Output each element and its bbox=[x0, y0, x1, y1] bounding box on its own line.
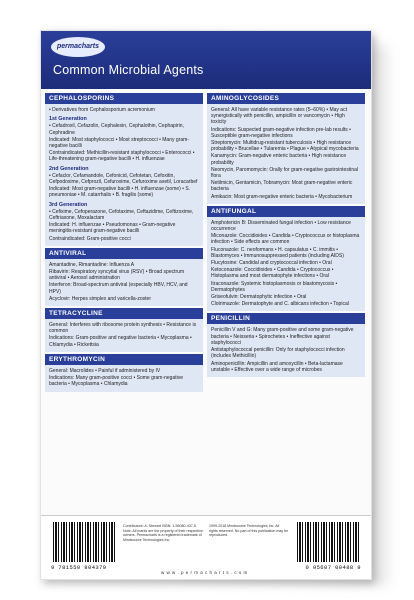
contributor-fine-print: Contributors: A. Stewart ISBN: 1-55080-437-5 Note: All marks are the property of their respective owners. Permacharts is a registered trademark of Mindsource Technologies Inc. bbox=[123, 524, 203, 542]
drug-entry: Griseofulvin: Dermatophytic infection • Oral bbox=[211, 294, 307, 301]
section-heading: PENICILLIN bbox=[207, 313, 365, 324]
section-body bbox=[207, 217, 365, 312]
drug-entry: • Cefadroxil, Cefazolin, Cephalexin, Cephalothin, Cephapirin, Cephradine bbox=[49, 123, 184, 136]
drug-entry: Indicated: Most staphylococci • Most streptococci • Many gram-negative bacilli bbox=[49, 136, 189, 150]
section-heading: CEPHALOSPORINS bbox=[45, 93, 203, 104]
drug-entry: Acyclovir: Herpes simplex and varicella-zoster bbox=[49, 295, 151, 302]
section-body bbox=[45, 104, 203, 246]
copyright-fine-print: 1999-2018 Mindsource Technologies Inc. All rights reserved. No part of this publication may be reproduced. bbox=[209, 524, 289, 538]
content-columns bbox=[45, 91, 367, 511]
reference-chart-sheet bbox=[40, 30, 372, 580]
drug-entry: Kanamycin: Gram-negative enteric bacteria • High resistance probability bbox=[211, 153, 347, 166]
drug-entry: • Cefixime, Cefoperazone, Cefotaxime, Ceftazidime, Ceftizoxime, Ceftriaxone, Moxalactam bbox=[49, 208, 194, 222]
right-column bbox=[207, 91, 365, 377]
section-heading: AMINOGLYCOSIDES bbox=[207, 93, 365, 104]
drug-entry: Contraindicated: Gram-positive cocci bbox=[49, 235, 131, 242]
drug-entry: General: Interferes with ribosome protein synthesis • Resistance is common bbox=[49, 322, 197, 335]
generation-subheading: 1st Generation bbox=[49, 116, 87, 123]
generation-subheading: 3rd Generation bbox=[49, 201, 88, 208]
section-tetracycline bbox=[45, 308, 203, 352]
drug-entry: Interferon: Broad-spectrum antiviral (especially HBV, HCV, and HPV) bbox=[49, 282, 188, 295]
drug-entry: Indications: Many gram-positive cocci • Some gram-negative bacteria • Mycoplasma • Chlamydia bbox=[49, 375, 184, 388]
drug-entry: Indicated: H. influenzae • Pseudomonas • Gram-negative meningitis-resistant gram-negative bacilli bbox=[49, 222, 176, 235]
drug-entry: Ketoconazole: Coccidioides • Candida • Cryptococcus • Histoplasma and most dermatophyte infections • Oral bbox=[211, 267, 334, 280]
drug-entry: Antistaphylococcal penicillin: Only for staphylococci infection (includes Methicillin) bbox=[211, 347, 345, 360]
drug-entry: • Cefaclor, Cefamandole, Cefonicid, Cefotetan, Cefoxitin, Cefpodoxime, Cefprozil, Cefuroxime, Cefuroxime axetil, Loracarbef bbox=[49, 172, 198, 186]
drug-entry: Streptomycin: Multidrug-resistant tuberculosis • High resistance probability • Brucellae • Tularemia • Plague • Atypical mycobacteria bbox=[211, 140, 359, 153]
section-erythromycin bbox=[45, 354, 203, 392]
drug-entry: Penicillin V and G: Many gram-positive and some gram-negative bacteria • Neisseria • Spirochetes • Ineffective against staphylococci bbox=[211, 327, 354, 346]
left-column bbox=[45, 91, 203, 392]
drug-entry: Ribavirin: Respiratory syncytial virus (RSV) • Broad spectrum antiviral • Aerosol administration bbox=[49, 269, 185, 282]
drug-entry: Amphotericin B: Disseminated fungal infection • Low resistance occurrence bbox=[211, 219, 351, 233]
drug-entry: Flucytosine: Candidal and cryptococcal infection • Oral bbox=[211, 260, 332, 267]
upc-barcode-number: 0 95607 00488 9 bbox=[305, 564, 361, 571]
drug-entry: Clotrimazole: Dermatophyte and C. albicans infection • Topical bbox=[211, 301, 349, 308]
drug-entry: General: Macrolides • Painful if administered by IV bbox=[49, 367, 161, 374]
section-body bbox=[207, 104, 365, 204]
isbn-barcode-number: 9 781550 804379 bbox=[51, 564, 107, 571]
section-heading: TETRACYCLINE bbox=[45, 308, 203, 319]
section-heading: ANTIVIRAL bbox=[45, 248, 203, 259]
sheet-footer bbox=[41, 515, 371, 580]
section-body bbox=[207, 324, 365, 376]
drug-entry: Neomycin, Paromomycin: Orally for gram-negative gastrointestinal flora bbox=[211, 166, 358, 180]
drug-entry: Indications: Gram-positive and negative bacteria • Mycoplasma • Chlamydia • Rickettsia bbox=[49, 335, 192, 348]
drug-entry: Amikacin: Most gram-negative enteric bacteria • Mycobacterium bbox=[211, 193, 353, 200]
section-heading: ANTIFUNGAL bbox=[207, 206, 365, 217]
section-body bbox=[45, 259, 203, 306]
drug-entry: Indicated: Most gram-negative bacilli • H. influenzae (some) • S. pneumoniae • M. catarrhalis • B. fragilis (some) bbox=[49, 186, 191, 199]
generation-subheading: 2nd Generation bbox=[49, 165, 89, 172]
section-heading: ERYTHROMYCIN bbox=[45, 354, 203, 365]
section-aminoglycosides bbox=[207, 93, 365, 204]
page-title: Common Microbial Agents bbox=[53, 63, 204, 77]
section-body bbox=[45, 319, 203, 352]
section-penicillin bbox=[207, 313, 365, 376]
drug-entry: Aminopenicillin: Ampicillin and amoxycillin • Beta-lactamase unstable • Effective over a wide range of microbes bbox=[211, 360, 343, 373]
drug-entry: Miconazole: Coccidioides • Candida • Cryptococcus or histoplasma infection • Side effects are common bbox=[211, 233, 360, 246]
drug-entry: Contraindicated: Methicillin-resistant staphylococci • Enterococci • Life-threatening gram-negative bacilli • H. influenzae bbox=[49, 150, 195, 163]
section-antiviral bbox=[45, 248, 203, 306]
drug-entry: Indications: Suspected gram-negative infection pre-lab results • Susceptible gram-negative infections bbox=[211, 126, 351, 139]
section-antifungal bbox=[207, 206, 365, 312]
drug-entry: General: All have variable resistance rates (5–60%) • May act synergistically with penicillin, ampicillin or vancomycin • High toxicity bbox=[211, 107, 347, 126]
drug-entry: Amantadine, Rimantadine: Influenza A bbox=[49, 261, 135, 268]
sheet-header bbox=[41, 31, 371, 89]
website-url: w w w . p e r m a c h a r t s . c o m bbox=[161, 570, 248, 575]
drug-entry: Fluconazole: C. neoformans • H. capsulatus • C. immitis • Blastomyces • Immunosuppressed patients (including AIDS) bbox=[211, 246, 344, 259]
drug-entry: Netilmicin, Gentamicin, Tobramycin: Most gram-negative enteric bacteria bbox=[211, 180, 353, 193]
drug-entry: • Derivatives from Cephalosporium acremonium bbox=[49, 107, 155, 113]
section-cephalosporins bbox=[45, 93, 203, 246]
upc-barcode bbox=[297, 522, 359, 562]
permacharts-logo: permacharts bbox=[51, 37, 105, 57]
isbn-barcode bbox=[53, 522, 115, 562]
drug-entry: Itraconazole: Systemic histoplasmosis or blastomycosis • Dermatophytes bbox=[211, 280, 338, 293]
section-body bbox=[45, 365, 203, 392]
